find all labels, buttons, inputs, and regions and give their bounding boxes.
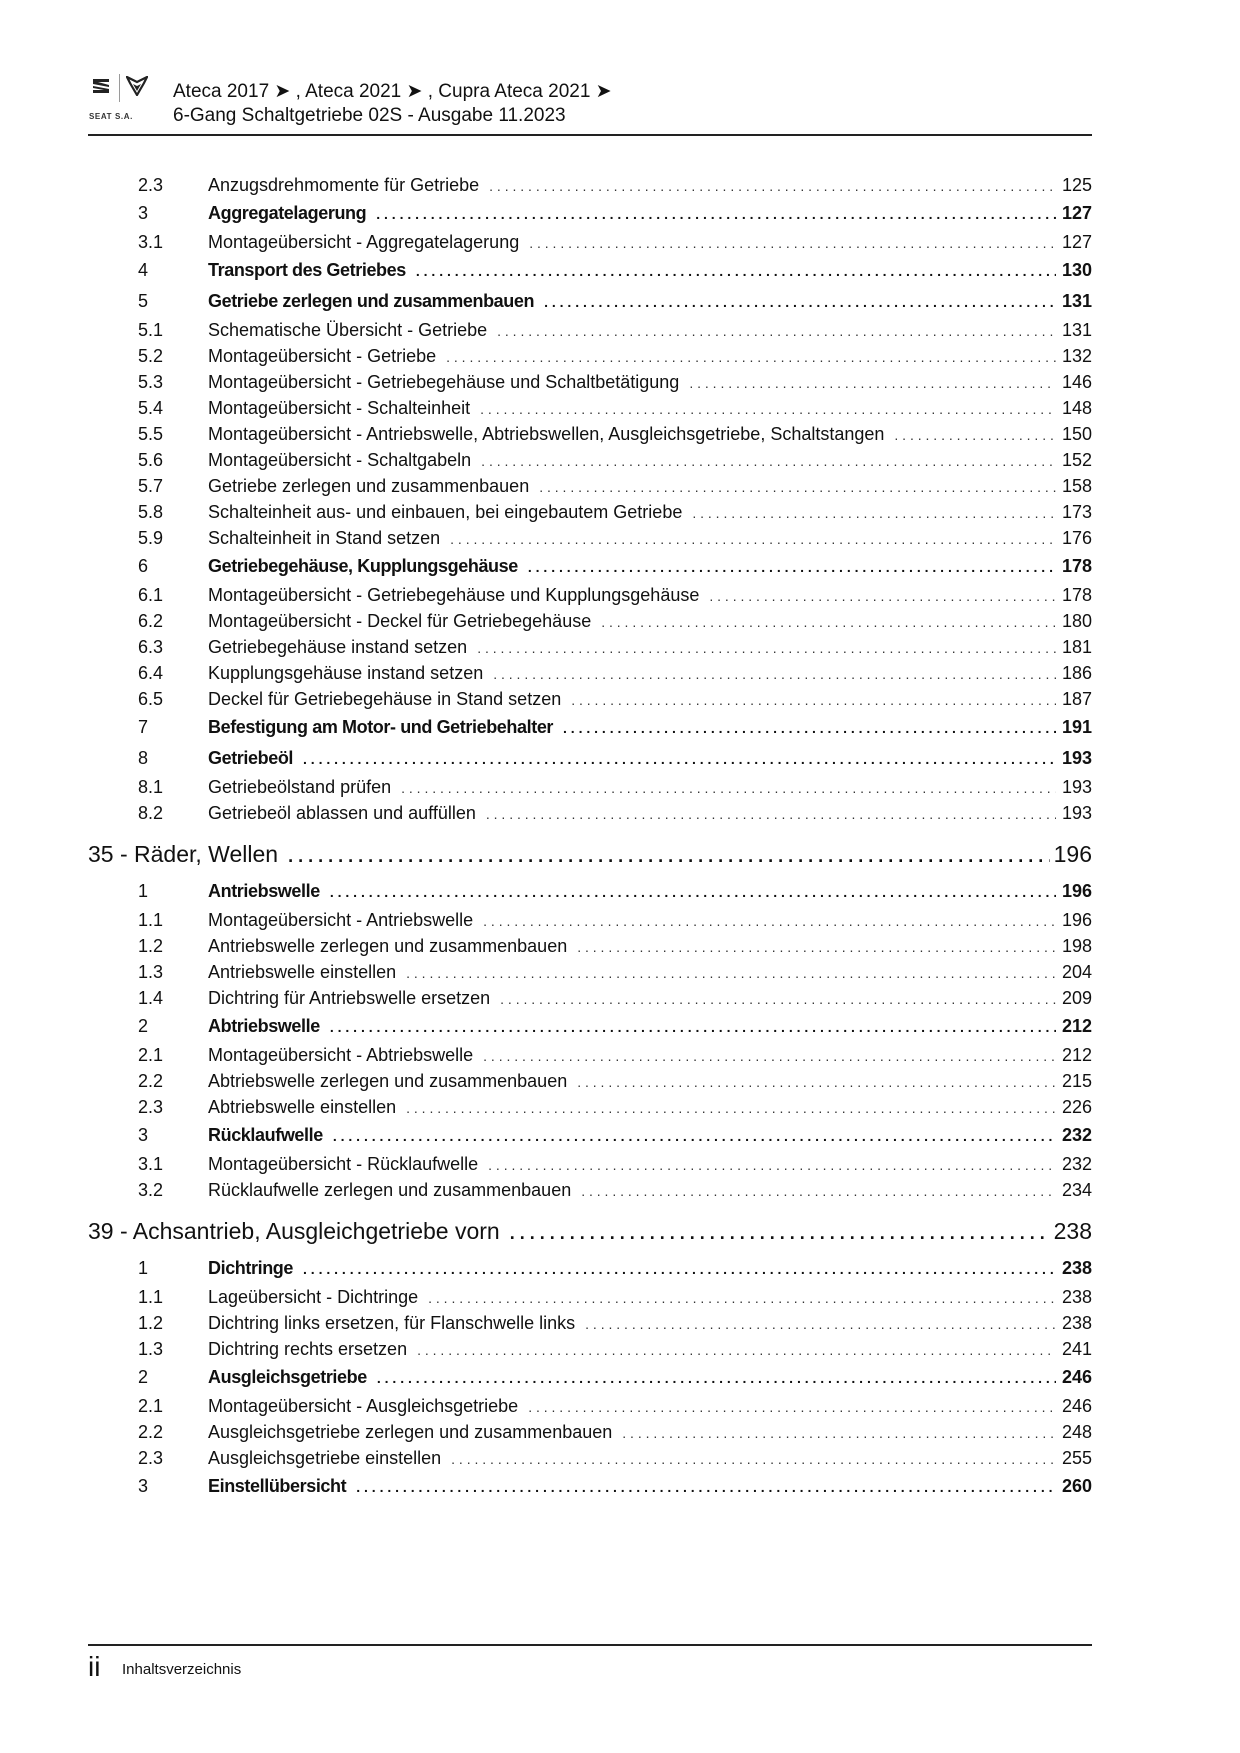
page-header [88, 72, 1092, 136]
dot-leader [330, 1012, 1056, 1043]
toc-entry-sub[interactable] [88, 1393, 1092, 1419]
toc-page-number[interactable]: 196 [1061, 910, 1092, 930]
toc-page-number[interactable]: 178 [1061, 585, 1092, 605]
toc-number: 2.1 [138, 1396, 164, 1416]
toc-entry-section[interactable] [88, 198, 1092, 229]
toc-page-number[interactable]: 127 [1061, 203, 1092, 223]
toc-title[interactable]: Antriebswelle zerlegen und zusammenbauen [208, 936, 568, 956]
dot-leader [376, 199, 1056, 230]
toc-number: 2.1 [138, 1045, 164, 1065]
dot-leader [539, 474, 1056, 500]
toc-entry-sub[interactable] [88, 369, 1092, 395]
toc-page-number[interactable]: 232 [1061, 1125, 1092, 1145]
toc-title[interactable]: Montageübersicht - Abtriebswelle [208, 1045, 474, 1065]
toc-page-number[interactable]: 127 [1061, 232, 1092, 252]
toc-number: 5.8 [138, 502, 164, 522]
toc-title[interactable]: Montageübersicht - Getriebegehäuse und Kupplungsgehäuse [208, 585, 700, 605]
dot-leader [330, 877, 1056, 908]
toc-title[interactable]: Montageübersicht - Schalteinheit [208, 398, 471, 418]
toc-page-number[interactable]: 193 [1061, 748, 1092, 768]
toc-entry-sub[interactable] [88, 1094, 1092, 1120]
toc-title[interactable]: Schalteinheit aus- und einbauen, bei eingebautem Getriebe [208, 502, 683, 522]
toc-entry-section[interactable] [88, 1120, 1092, 1151]
dot-leader [601, 609, 1056, 635]
toc-page-number[interactable]: 204 [1061, 962, 1092, 982]
toc-page-number[interactable]: 212 [1061, 1016, 1092, 1036]
toc-number: 3.1 [138, 1154, 164, 1174]
toc-entry-sub[interactable] [88, 1336, 1092, 1362]
toc-entry-section[interactable] [88, 1253, 1092, 1284]
toc-entry-sub[interactable] [88, 395, 1092, 421]
toc-title[interactable]: Montageübersicht - Ausgleichsgetriebe [208, 1396, 519, 1416]
toc-title[interactable]: Getriebe zerlegen und zusammenbauen [208, 476, 530, 496]
toc-page-number[interactable]: 150 [1061, 424, 1092, 444]
toc-entry-sub[interactable] [88, 1445, 1092, 1471]
toc-entry-section[interactable] [88, 876, 1092, 907]
dot-leader [692, 500, 1056, 526]
toc-title[interactable]: Montageübersicht - Aggregatelagerung [208, 232, 520, 252]
toc-number: 1.3 [138, 962, 164, 982]
toc-title[interactable]: Abtriebswelle einstellen [208, 1097, 397, 1117]
dot-leader [529, 230, 1056, 256]
toc-page-number[interactable]: 193 [1061, 803, 1092, 823]
toc-title[interactable]: Montageübersicht - Antriebswelle, Abtriebswellen, Ausgleichsgetriebe, Schaltstangen [208, 424, 885, 444]
toc-page-number[interactable]: 246 [1061, 1367, 1092, 1387]
toc-page-number[interactable]: 246 [1061, 1396, 1092, 1416]
toc-entry-sub[interactable] [88, 907, 1092, 933]
toc-page-number[interactable]: 212 [1061, 1045, 1092, 1065]
dot-leader [709, 583, 1056, 609]
toc-entry-section[interactable] [88, 712, 1092, 743]
toc-number: 5.3 [138, 372, 164, 392]
toc-number: 1.1 [138, 1287, 164, 1307]
logo-divider [119, 74, 120, 102]
toc-entry-sub[interactable] [88, 660, 1092, 686]
toc-entry-sub[interactable] [88, 774, 1092, 800]
toc-page-number[interactable]: 187 [1061, 689, 1092, 709]
toc-entry-sub[interactable] [88, 1419, 1092, 1445]
dot-leader [450, 526, 1056, 552]
toc-entry-sub[interactable] [88, 499, 1092, 525]
dot-leader [483, 1043, 1056, 1069]
toc-page-number[interactable]: 232 [1061, 1154, 1092, 1174]
toc-entry-sub[interactable] [88, 800, 1092, 826]
toc-number: 2.2 [138, 1422, 164, 1442]
toc-page-number[interactable]: 131 [1061, 291, 1092, 311]
toc-page-number[interactable]: 260 [1061, 1476, 1092, 1496]
toc-number: 8 [138, 748, 149, 768]
toc-entry-section[interactable] [88, 551, 1092, 582]
toc-entry-sub[interactable] [88, 1284, 1092, 1310]
brand-logo [88, 72, 158, 132]
toc-page-number[interactable]: 131 [1061, 320, 1092, 340]
toc-number: 1.2 [138, 936, 164, 956]
toc-number: 6 [138, 556, 149, 576]
toc-number: 7 [138, 717, 149, 737]
toc-entry-section[interactable] [88, 743, 1092, 774]
dot-leader [333, 1121, 1056, 1152]
dot-leader [585, 1311, 1056, 1337]
toc-title[interactable]: Montageübersicht - Getriebe [208, 346, 437, 366]
toc-entry-sub[interactable] [88, 343, 1092, 369]
toc-title[interactable]: Antriebswelle einstellen [208, 962, 397, 982]
toc-page-number[interactable]: 215 [1061, 1071, 1092, 1091]
toc-number: 2 [138, 1367, 149, 1387]
dot-leader [288, 834, 1050, 878]
toc-entry-sub[interactable] [88, 317, 1092, 343]
toc-page-number[interactable]: 196 [1053, 841, 1092, 867]
toc-number: 5.7 [138, 476, 164, 496]
dot-leader [486, 801, 1056, 827]
toc-page-number[interactable]: 130 [1061, 260, 1092, 280]
toc-number: 6.1 [138, 585, 164, 605]
edition-line: 6-Gang Schaltgetriebe 02S - Ausgabe 11.2023 [173, 105, 566, 126]
dot-leader [481, 448, 1056, 474]
toc-number: 5.2 [138, 346, 164, 366]
toc-page-number[interactable]: 186 [1061, 663, 1092, 683]
document-title [173, 80, 612, 128]
toc-title[interactable]: Ausgleichsgetriebe zerlegen und zusammenbauen [208, 1422, 613, 1442]
toc-number: 1.2 [138, 1313, 164, 1333]
toc-title[interactable]: Getriebeölstand prüfen [208, 777, 392, 797]
toc-number: 5.1 [138, 320, 164, 340]
brand-label: SEAT S.A. [89, 112, 133, 121]
toc-entry-sub[interactable] [88, 525, 1092, 551]
toc-title[interactable]: Dichtring rechts ersetzen [208, 1339, 408, 1359]
toc-title[interactable]: Schalteinheit in Stand setzen [208, 528, 441, 548]
toc-title[interactable]: Getriebeöl [208, 748, 294, 768]
toc-title[interactable]: Montageübersicht - Getriebegehäuse und Schaltbetätigung [208, 372, 680, 392]
toc-number: 6.3 [138, 637, 164, 657]
toc-entry-section[interactable] [88, 255, 1092, 286]
toc-page-number[interactable]: 238 [1061, 1287, 1092, 1307]
toc-number: 6.4 [138, 663, 164, 683]
toc-number: 3.1 [138, 232, 164, 252]
toc-title[interactable]: Antriebswelle [208, 881, 320, 901]
toc-page-number[interactable]: 238 [1061, 1258, 1092, 1278]
seat-logo-icon [92, 78, 110, 94]
toc-title[interactable]: Ausgleichsgetriebe einstellen [208, 1448, 442, 1468]
toc-number: 6.5 [138, 689, 164, 709]
toc-number: 1.3 [138, 1339, 164, 1359]
toc-number: 5.5 [138, 424, 164, 444]
dot-leader [446, 344, 1056, 370]
dot-leader [477, 635, 1056, 661]
toc-title[interactable]: Anzugsdrehmomente für Getriebe [208, 175, 480, 195]
toc-title[interactable]: Dichtring für Antriebswelle ersetzen [208, 988, 491, 1008]
toc-page-number[interactable]: 248 [1061, 1422, 1092, 1442]
toc-title[interactable]: Kupplungsgehäuse instand setzen [208, 663, 484, 683]
toc-number: 1 [138, 881, 149, 901]
toc-title[interactable]: Abtriebswelle zerlegen und zusammenbauen [208, 1071, 568, 1091]
toc-number: 1.4 [138, 988, 164, 1008]
toc-page-number[interactable]: 209 [1061, 988, 1092, 1008]
toc-title[interactable]: Getriebeöl ablassen und auffüllen [208, 803, 476, 823]
toc-title[interactable]: 35 - Räder, Wellen [88, 841, 279, 867]
cupra-logo-icon [126, 76, 148, 96]
dot-leader [406, 960, 1056, 986]
toc-entry-sub[interactable] [88, 1310, 1092, 1336]
toc-page-number[interactable]: 180 [1061, 611, 1092, 631]
toc-title[interactable]: Montageübersicht - Rücklaufwelle [208, 1154, 479, 1174]
toc-page-number[interactable]: 173 [1061, 502, 1092, 522]
toc-entry-sub[interactable] [88, 959, 1092, 985]
toc-number: 4 [138, 260, 149, 280]
toc-title[interactable]: Dichtring links ersetzen, für Flanschwelle links [208, 1313, 576, 1333]
dot-leader [488, 1152, 1056, 1178]
toc-title[interactable]: Ausgleichsgetriebe [208, 1367, 367, 1387]
toc-entry-sub[interactable] [88, 229, 1092, 255]
toc-page-number[interactable]: 152 [1061, 450, 1092, 470]
model-line: Ateca 2017 ➤ , Ateca 2021 ➤ , Cupra Ateca 2021 ➤ [173, 81, 612, 102]
toc-number: 1 [138, 1258, 149, 1278]
dot-leader [500, 986, 1056, 1012]
toc-title[interactable]: Montageübersicht - Deckel für Getriebegehäuse [208, 611, 592, 631]
toc-title[interactable]: 39 - Achsantrieb, Ausgleichgetriebe vorn [88, 1218, 500, 1244]
toc-entry-sub[interactable] [88, 447, 1092, 473]
toc-page-number[interactable]: 198 [1061, 936, 1092, 956]
toc-page-number[interactable]: 241 [1061, 1339, 1092, 1359]
toc-title[interactable]: Montageübersicht - Schaltgabeln [208, 450, 472, 470]
toc-entry-sub[interactable] [88, 985, 1092, 1011]
toc-entry-section[interactable] [88, 1362, 1092, 1393]
dot-leader [489, 173, 1056, 199]
dot-leader [483, 908, 1056, 934]
toc-number: 3 [138, 1125, 149, 1145]
toc-entry-sub[interactable] [88, 608, 1092, 634]
toc-page-number[interactable]: 255 [1061, 1448, 1092, 1468]
dot-leader [577, 934, 1056, 960]
toc-title[interactable]: Lageübersicht - Dichtringe [208, 1287, 419, 1307]
dot-leader [544, 287, 1056, 318]
toc-title[interactable]: Rücklaufwelle zerlegen und zusammenbauen [208, 1180, 572, 1200]
toc-title[interactable]: Rücklaufwelle [208, 1125, 323, 1145]
toc-page-number[interactable]: 125 [1061, 175, 1092, 195]
toc-number: 2.2 [138, 1071, 164, 1091]
toc-title[interactable]: Abtriebswelle [208, 1016, 320, 1036]
toc-number: 5 [138, 291, 149, 311]
toc-number: 5.9 [138, 528, 164, 548]
toc-title[interactable]: Deckel für Getriebegehäuse in Stand setzen [208, 689, 562, 709]
dot-leader [406, 1095, 1056, 1121]
dot-leader [577, 1069, 1056, 1095]
toc-entry-sub[interactable] [88, 634, 1092, 660]
toc-entry-chapter[interactable] [88, 1209, 1092, 1253]
dot-leader [894, 422, 1056, 448]
toc-page-number[interactable]: 238 [1061, 1313, 1092, 1333]
toc-entry-sub[interactable] [88, 421, 1092, 447]
dot-leader [356, 1472, 1056, 1503]
dot-leader [377, 1363, 1056, 1394]
dot-leader [563, 713, 1056, 744]
toc-entry-chapter[interactable] [88, 832, 1092, 876]
toc-number: 5.6 [138, 450, 164, 470]
dot-leader [303, 1254, 1056, 1285]
toc-entry-sub[interactable] [88, 686, 1092, 712]
toc-number: 8.1 [138, 777, 164, 797]
dot-leader [417, 1337, 1056, 1363]
table-of-contents [88, 172, 1092, 1502]
toc-title[interactable]: Dichtringe [208, 1258, 294, 1278]
toc-number: 6.2 [138, 611, 164, 631]
toc-page-number[interactable]: 158 [1061, 476, 1092, 496]
toc-entry-section[interactable] [88, 1011, 1092, 1042]
toc-title[interactable]: Montageübersicht - Antriebswelle [208, 910, 474, 930]
footer-page-number: ii [88, 1651, 101, 1682]
dot-leader [622, 1420, 1056, 1446]
dot-leader [493, 661, 1056, 687]
toc-entry-sub[interactable] [88, 933, 1092, 959]
toc-number: 1.1 [138, 910, 164, 930]
dot-leader [416, 256, 1056, 287]
toc-page-number[interactable]: 132 [1061, 346, 1092, 366]
toc-entry-sub[interactable] [88, 172, 1092, 198]
dot-leader [480, 396, 1056, 422]
dot-leader [510, 1211, 1050, 1255]
toc-page-number[interactable]: 176 [1061, 528, 1092, 548]
toc-page-number[interactable]: 196 [1061, 881, 1092, 901]
toc-entry-sub[interactable] [88, 1151, 1092, 1177]
dot-leader [303, 744, 1056, 775]
toc-number: 3.2 [138, 1180, 164, 1200]
toc-page-number[interactable]: 234 [1061, 1180, 1092, 1200]
footer-label: Inhaltsverzeichnis [122, 1661, 242, 1678]
toc-title[interactable]: Aggregatelagerung [208, 203, 367, 223]
toc-page-number[interactable]: 181 [1061, 637, 1092, 657]
toc-number: 2 [138, 1016, 149, 1036]
page-footer [88, 1644, 1092, 1682]
toc-title[interactable]: Befestigung am Motor- und Getriebehalter [208, 717, 554, 737]
toc-entry-sub[interactable] [88, 1068, 1092, 1094]
toc-page-number[interactable]: 191 [1061, 717, 1092, 737]
toc-title[interactable]: Getriebe zerlegen und zusammenbauen [208, 291, 535, 311]
toc-number: 2.3 [138, 175, 164, 195]
toc-entry-sub[interactable] [88, 473, 1092, 499]
toc-title[interactable]: Einstellübersicht [208, 1476, 347, 1496]
toc-page-number[interactable]: 193 [1061, 777, 1092, 797]
toc-page-number[interactable]: 226 [1061, 1097, 1092, 1117]
toc-number: 5.4 [138, 398, 164, 418]
toc-title[interactable]: Transport des Getriebes [208, 260, 406, 280]
toc-entry-sub[interactable] [88, 1042, 1092, 1068]
dot-leader [581, 1178, 1056, 1204]
toc-entry-section[interactable] [88, 1471, 1092, 1502]
toc-number: 8.2 [138, 803, 164, 823]
toc-number: 2.3 [138, 1097, 164, 1117]
toc-page-number[interactable]: 148 [1061, 398, 1092, 418]
toc-number: 2.3 [138, 1448, 164, 1468]
toc-number: 3 [138, 203, 149, 223]
dot-leader [528, 1394, 1056, 1420]
toc-number: 3 [138, 1476, 149, 1496]
dot-leader [528, 552, 1056, 583]
dot-leader [689, 370, 1056, 396]
toc-page-number[interactable]: 238 [1053, 1218, 1092, 1244]
dot-leader [571, 687, 1056, 713]
toc-title[interactable]: Getriebegehäuse instand setzen [208, 637, 468, 657]
dot-leader [497, 318, 1056, 344]
dot-leader [401, 775, 1056, 801]
toc-title[interactable]: Getriebegehäuse, Kupplungsgehäuse [208, 556, 518, 576]
toc-page-number[interactable]: 178 [1061, 556, 1092, 576]
toc-entry-sub[interactable] [88, 1177, 1092, 1203]
toc-title[interactable]: Schematische Übersicht - Getriebe [208, 320, 488, 340]
dot-leader [451, 1446, 1056, 1472]
toc-page-number[interactable]: 146 [1061, 372, 1092, 392]
dot-leader [428, 1285, 1056, 1311]
toc-entry-sub[interactable] [88, 582, 1092, 608]
toc-entry-section[interactable] [88, 286, 1092, 317]
